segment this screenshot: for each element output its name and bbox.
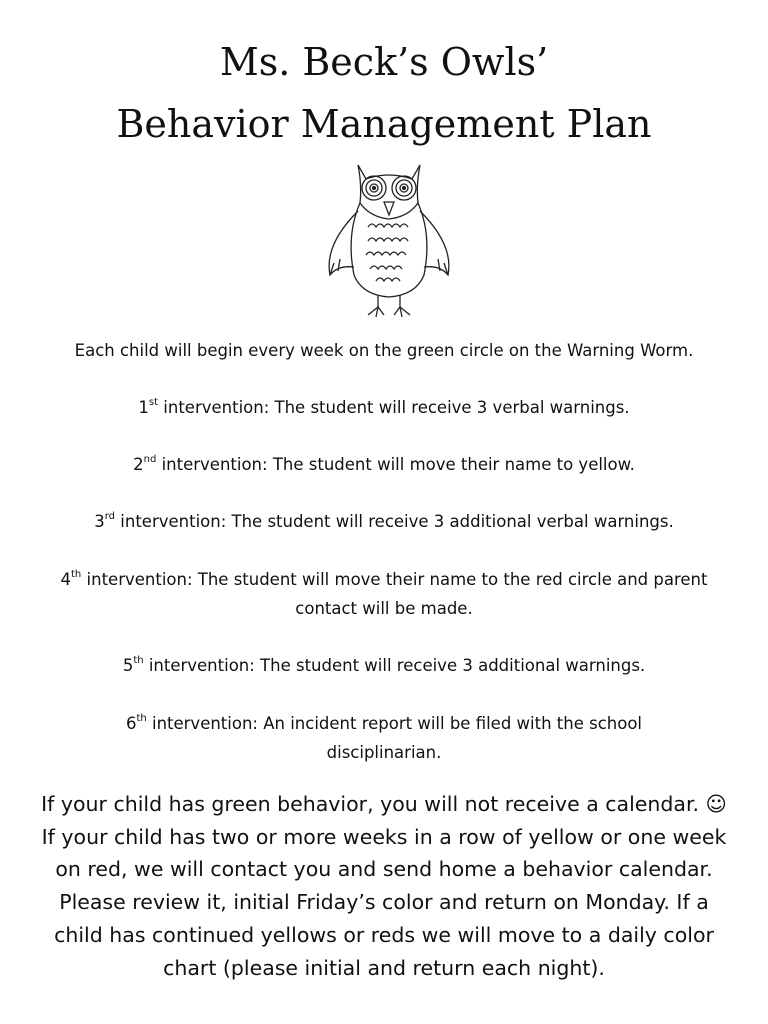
owl-illustration <box>318 155 460 320</box>
intervention-2: 2nd intervention: The student will move their name to yellow. <box>133 454 635 474</box>
intervention-4: 4th intervention: The student will move their name to the red circle and parent contact will be made. <box>60 569 708 618</box>
closing-paragraph <box>20 788 748 984</box>
intervention-1: 1st intervention: The student will receive 3 verbal warnings. <box>138 397 630 417</box>
closing-line: Please review it, initial Friday’s color and return on Monday. If a <box>59 890 709 915</box>
page-subtitle: Behavior Management Plan <box>116 102 652 146</box>
intervention-3: 3rd intervention: The student will receive 3 additional verbal warnings. <box>94 511 674 531</box>
closing-line: chart (please initial and return each night). <box>163 955 605 980</box>
intervention-6: 6th intervention: An incident report will be filed with the school disciplinarian. <box>125 713 643 762</box>
closing-line: If your child has two or more weeks in a row of yellow or one week <box>41 824 727 849</box>
intro-text: Each child will begin every week on the green circle on the Warning Worm. <box>74 341 694 360</box>
closing-line: on red, we will contact you and send home a behavior calendar. <box>55 857 713 882</box>
closing-line: If your child has green behavior, you will not receive a calendar. ☺ <box>41 792 727 816</box>
page-title: Ms. Beck’s Owls’ <box>219 40 549 84</box>
closing-line: child has continued yellows or reds we will move to a daily color <box>54 922 714 947</box>
intervention-5: 5th intervention: The student will receive 3 additional warnings. <box>122 655 646 675</box>
